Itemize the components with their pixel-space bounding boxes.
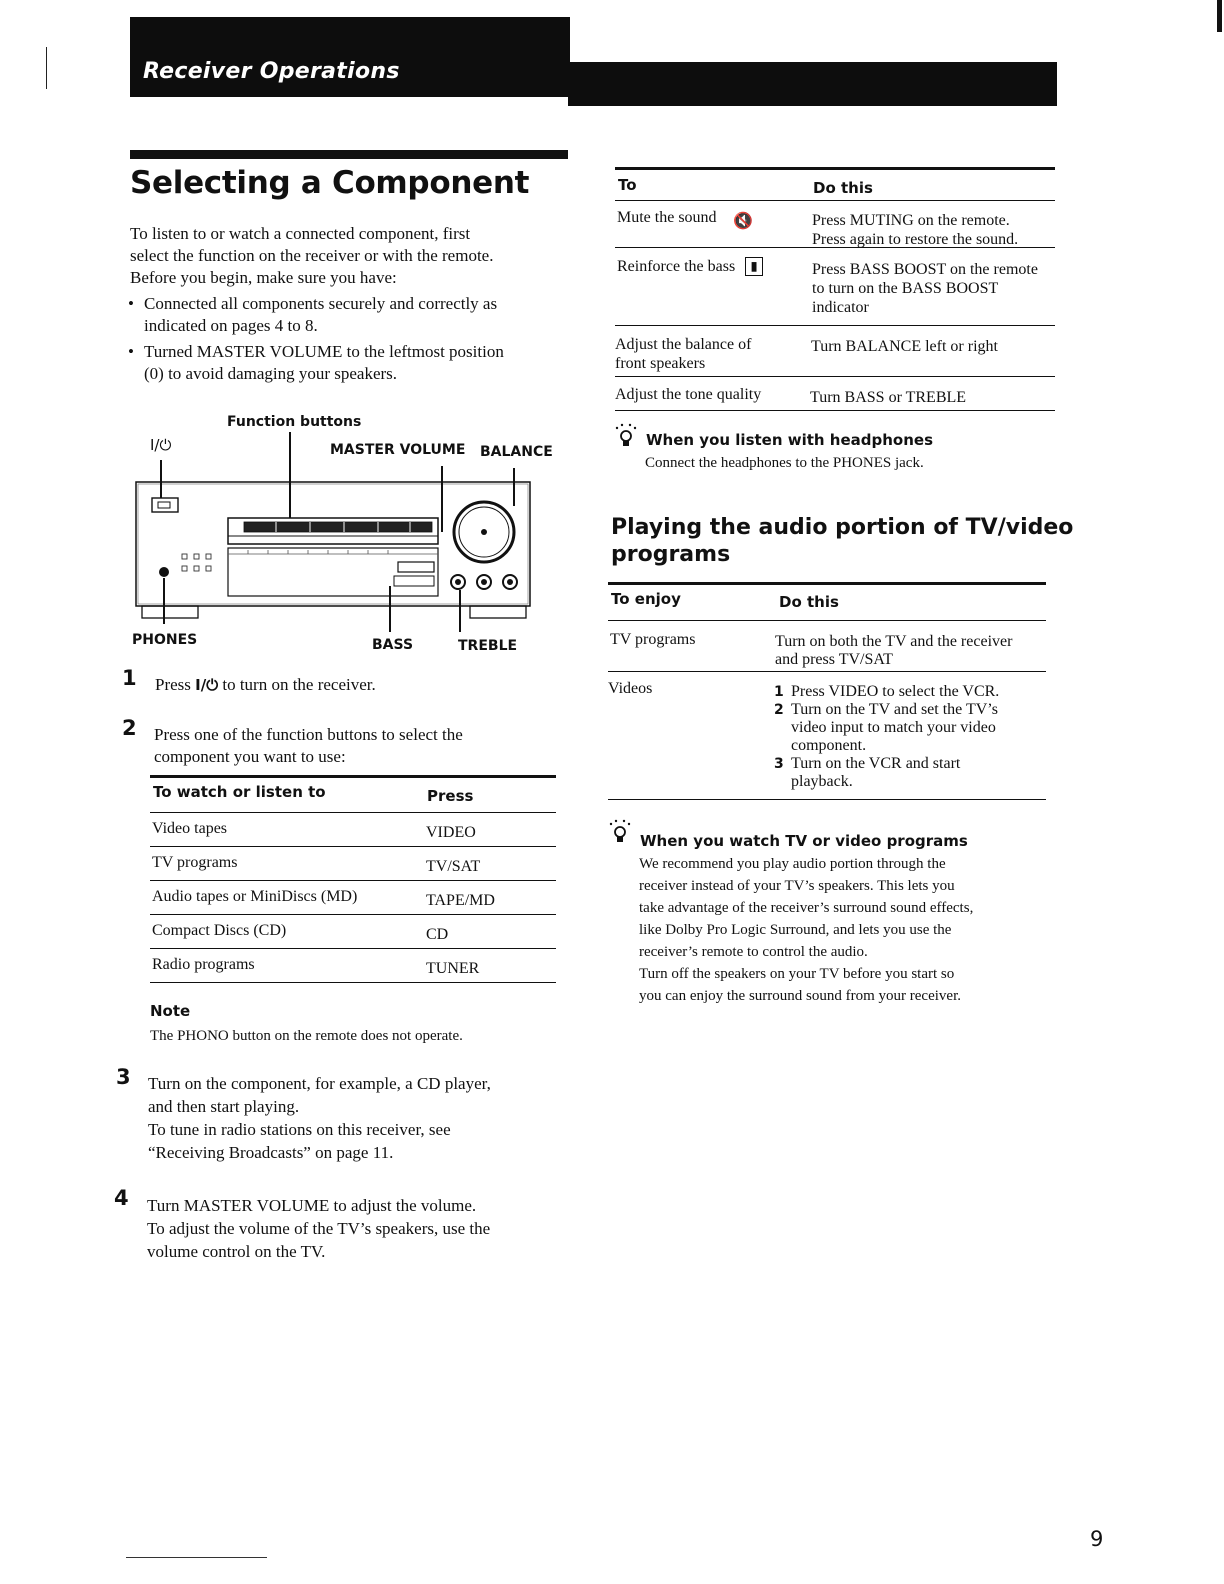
bullet-item: • Connected all components securely and correctly as indicated on pages 4 to 8. [128,294,498,335]
table-row: TV programs Turn on both the TV and the receiver and press TV/SAT [610,631,1013,668]
step-number: 4 [114,1186,129,1210]
table-row: Adjust the balance of front speakers Turn BALANCE left or right [615,336,998,372]
label-bass: BASS [372,637,414,653]
table-row: Reinforce the bass ▮ Press BASS BOOST on the remote to turn on the BASS BOOST indicator [617,258,1038,316]
tip-bulb-icon [612,422,640,448]
intro-line: To listen to or watch a connected component, first [130,224,471,243]
label-phones: PHONES [132,632,198,648]
note-heading: Note [150,1002,191,1020]
table-row: Radio programs TUNER [152,956,480,977]
power-symbol: I/⏻ [195,676,219,694]
tip-headphones-heading: When you listen with headphones [646,431,934,449]
control-table-header: To Do this [618,176,873,197]
phones-jack [159,567,169,577]
step-number: 3 [116,1065,131,1089]
step-3-text: Turn on the component, for example, a CD player, and then start playing. To tune in radio stations on this receiver, see “Receiving Broadcasts” on page 11. [148,1074,491,1162]
receiver-diagram [128,410,568,660]
function-table [150,775,556,983]
step-1-text: Press I/⏻ to turn on the receiver. [155,675,376,694]
tip-tv-text: We recommend you play audio portion through the receiver instead of your TV’s speakers. This lets you take advantage of the receiver’s surround sound effects, like Dolby Pro Logic Surround, and lets you use the receiver’s remote to control the audio. Turn off the speakers on your TV before you start so you can enjoy the surround sound from your receiver. [639,856,974,1004]
header-banner-extension [568,62,1057,106]
margin-mark-right [1217,0,1222,32]
tv-table-header: To enjoy Do this [611,590,839,611]
margin-mark [46,47,47,89]
function-table-header: To watch or listen to Press [153,783,474,805]
table-row: Audio tapes or MiniDiscs (MD) TAPE/MD [152,888,495,909]
label-treble: TREBLE [458,638,518,654]
tip-headphones-text: Connect the headphones to the PHONES jack. [645,455,924,471]
table-row: Compact Discs (CD) CD [152,922,449,943]
power-button [152,498,178,512]
label-master-volume: MASTER VOLUME [330,442,466,458]
bass-boost-icon: ▮ [745,257,763,276]
step-4-text: Turn MASTER VOLUME to adjust the volume. To adjust the volume of the TV’s speakers, use the volume control on the TV. [147,1196,491,1261]
table-row: Adjust the tone quality Turn BASS or TREBLE [615,386,967,406]
table-row: Video tapes VIDEO [152,820,476,841]
intro-line: select the function on the receiver or with the remote. [130,246,494,265]
table-row: Videos 1 Press VIDEO to select the VCR. 2 Turn on the TV and set the TV’s video input to match your video component. 3 Turn on the VCR and start playback. [608,672,1046,799]
tv-section-title: Playing the audio portion of TV/video programs [611,515,1074,567]
tip-tv-heading: When you watch TV or video programs [640,832,968,850]
header-banner [130,17,570,97]
label-function-buttons: Function buttons [227,414,362,430]
footer-rule [126,1557,267,1558]
list-item: 3 Turn on the VCR and start playback. [774,755,961,790]
video-steps [774,683,1044,791]
tip-bulb-icon [606,818,634,844]
table-row: Mute the sound 🔇 Press MUTING on the remote. Press again to restore the sound. [617,209,1019,248]
tv-table [608,582,1046,800]
receiver-foot [470,606,526,618]
intro-paragraph [130,223,570,289]
section-title: Selecting a Component [130,165,530,201]
table-row: TV programs TV/SAT [152,854,481,875]
label-power: I/⏻ [150,436,172,454]
mute-icon: 🔇 [733,213,753,230]
receiver-foot [142,606,198,618]
list-item: 1 Press VIDEO to select the VCR. [774,683,1000,700]
step-number: 1 [122,666,137,690]
header-title: Receiver Operations [143,59,400,84]
bullet-item: • Turned MASTER VOLUME to the leftmost position (0) to avoid damaging your speakers. [128,342,504,383]
control-table [615,167,1055,411]
intro-line: Before you begin, make sure you have: [130,268,397,287]
step-number: 2 [122,716,137,740]
bullet-list [128,293,568,385]
page-number: 9 [1090,1527,1104,1551]
small-knobs [451,575,517,589]
label-balance: BALANCE [480,444,553,460]
bullet-dot: • [128,294,134,313]
step-2-text: Press one of the function buttons to select the component you want to use: [154,725,463,766]
receiver-front-panel [128,410,568,660]
list-item: 2 Turn on the TV and set the TV’s video input to match your video component. [774,701,998,754]
note-text: The PHONO button on the remote does not operate. [150,1028,463,1044]
bullet-dot: • [128,342,134,361]
section-title-rule [130,150,568,159]
